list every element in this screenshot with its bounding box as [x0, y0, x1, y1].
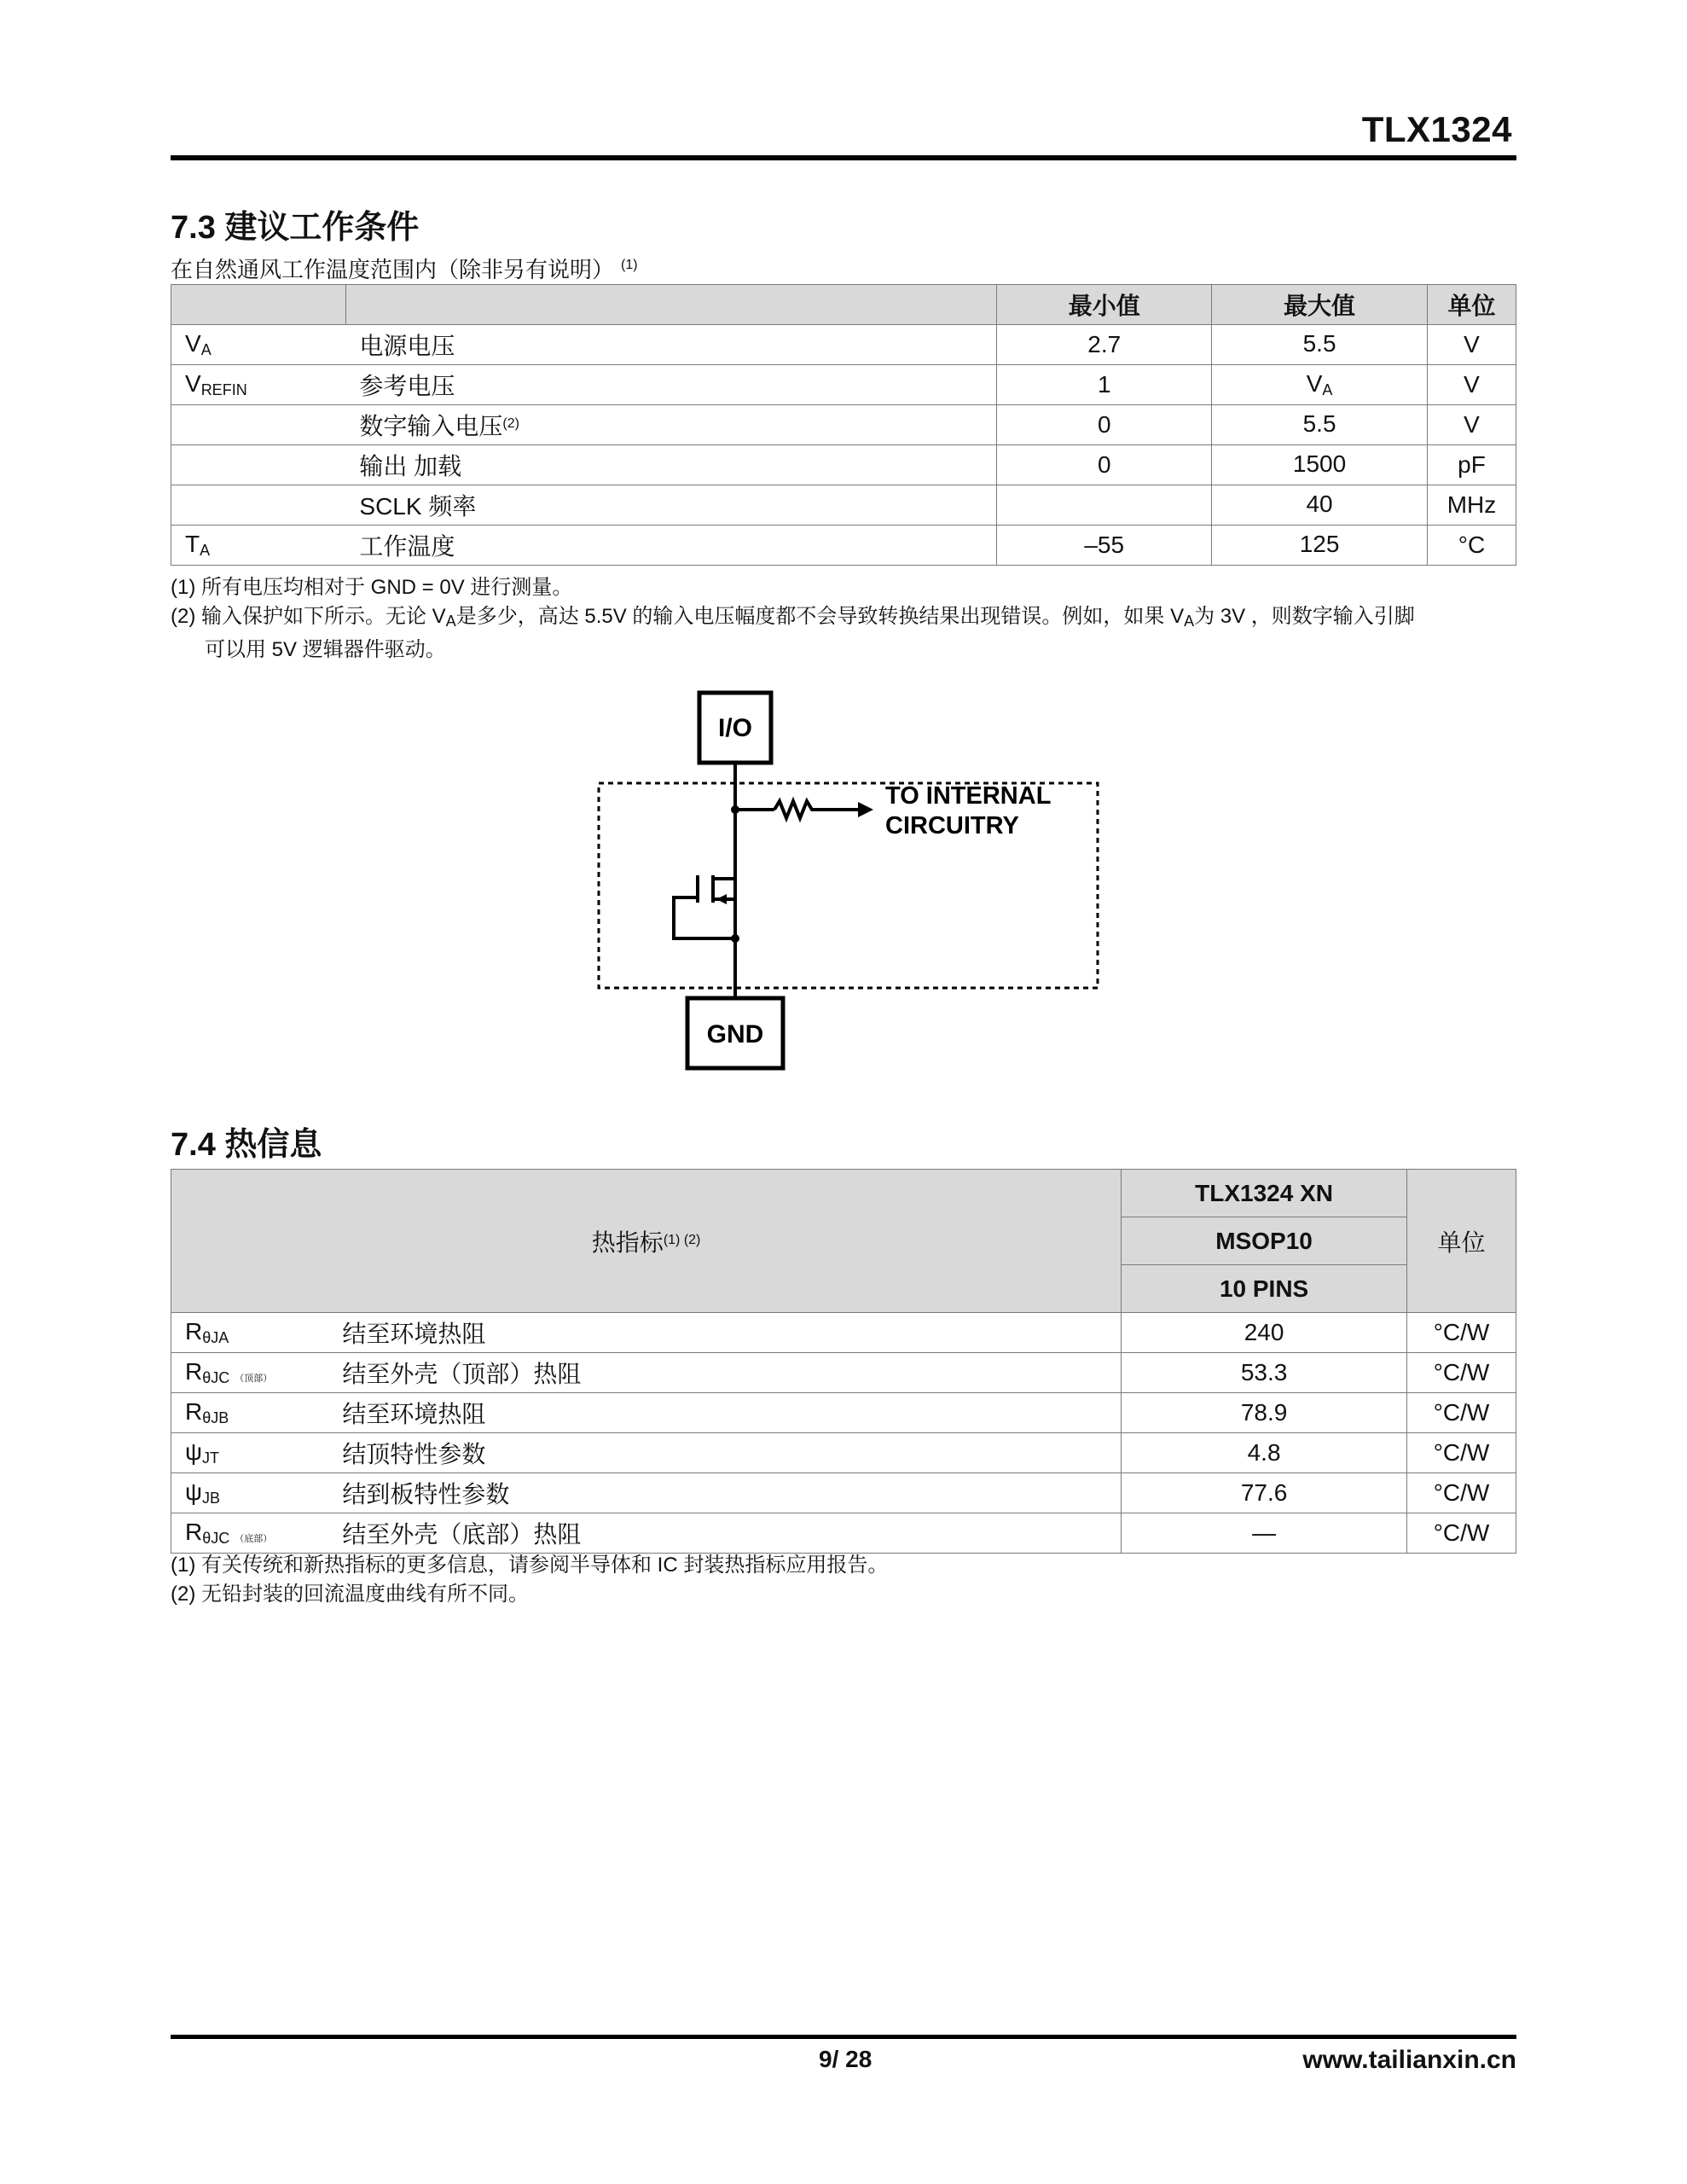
unit-cell: °C/W [1407, 1393, 1516, 1433]
unit-cell: MHz [1427, 485, 1516, 526]
header-rule [171, 155, 1516, 160]
symbol-cell: $V_{REFIN}$ [171, 365, 346, 405]
table-row [171, 445, 1516, 485]
input-protection-diagram [588, 674, 1117, 1092]
symbol-cell [171, 445, 346, 485]
table-row [171, 1313, 1516, 1353]
resistor [774, 801, 826, 818]
subtitle-text: 在自然通风工作温度范围内（除非另有说明） [171, 257, 615, 282]
footer-rule [171, 2035, 1516, 2039]
unit-cell: V [1427, 405, 1516, 445]
max-cell: 125 [1212, 526, 1428, 566]
parameter-cell: 工作温度 [345, 526, 996, 566]
table-row [171, 485, 1516, 526]
note-2: (2) 无铅封装的回流温度曲线有所不同。 [171, 1583, 529, 1606]
internal-boundary [599, 783, 1098, 988]
unit-cell: °C [1427, 526, 1516, 566]
parameter-cell: 结顶特性参数 [328, 1433, 1121, 1473]
table-row [171, 325, 1516, 365]
unit-cell: °C/W [1407, 1353, 1516, 1393]
table-row [171, 526, 1516, 566]
min-cell: 0 [997, 445, 1212, 485]
parameter-cell: 结到板特性参数 [328, 1473, 1121, 1513]
header-min: 最小值 [997, 285, 1212, 325]
internal-label-1: TO INTERNAL [885, 782, 1052, 810]
symbol-cell: $\psi_{JT}$ [171, 1433, 329, 1473]
unit-cell: °C/W [1407, 1473, 1516, 1513]
note-1: (1) 有关传统和新热指标的更多信息，请参阅半导体和 IC 封装热指标应用报告。 [171, 1554, 889, 1577]
header-blank-2 [345, 285, 996, 325]
header-blank [171, 285, 346, 325]
min-cell: 2.7 [997, 325, 1212, 365]
header-device: TLX1324 XN [1122, 1170, 1407, 1217]
table-row [171, 365, 1516, 405]
min-cell: –55 [997, 526, 1212, 566]
symbol-cell [171, 405, 346, 445]
subtitle-note-ref: (1) [621, 258, 638, 273]
parameter-cell: SCLK 频率 [345, 485, 996, 526]
table-row [171, 1353, 1516, 1393]
symbol-cell: $T_A$ [171, 526, 346, 566]
junction-bottom [731, 934, 739, 943]
header-package: MSOP10 [1122, 1217, 1407, 1265]
page-number: 9/ 28 [819, 2046, 872, 2072]
symbol-cell: $R_{\theta JB}$ [171, 1393, 329, 1433]
value-cell: 77.6 [1122, 1473, 1407, 1513]
value-cell: 78.9 [1122, 1393, 1407, 1433]
section-7-3-notes [171, 573, 1518, 665]
recommended-conditions-table [171, 284, 1516, 566]
website: www.tailianxin.cn [1302, 2046, 1516, 2074]
max-cell: $V_A$ [1212, 365, 1428, 405]
max-cell: 40 [1212, 485, 1428, 526]
section-7-3-title: 7.3 建议工作条件 [171, 210, 420, 246]
arrow-head [858, 802, 873, 817]
note-2-line-2: 可以用 5V 逻辑器件驱动。 [205, 638, 446, 661]
table-row [171, 1513, 1516, 1554]
table-row [171, 1393, 1516, 1433]
min-cell [997, 485, 1212, 526]
header-title: TLX1324 [1361, 109, 1512, 149]
internal-label-2: CIRCUITRY [885, 812, 1019, 839]
symbol-cell: $\psi_{JB}$ [171, 1473, 329, 1513]
gnd-label: GND [706, 1020, 764, 1048]
table-header-row [171, 285, 1516, 325]
header-metric: 热指标$^{(1) (2)}$ [171, 1170, 1122, 1313]
symbol-cell: $R_{\theta JC}$ （底部） [171, 1513, 329, 1554]
unit-cell: °C/W [1407, 1313, 1516, 1353]
unit-cell: °C/W [1407, 1433, 1516, 1473]
parameter-cell: 输出 加载 [345, 445, 996, 485]
table-row [171, 1433, 1516, 1473]
header-pins: 10 PINS [1122, 1265, 1407, 1313]
section-7-3-subtitle [171, 253, 638, 284]
thermal-header-row-1 [171, 1170, 1516, 1217]
header-unit: 单位 [1427, 285, 1516, 325]
parameter-cell: 结至外壳（顶部）热阻 [328, 1353, 1121, 1393]
min-cell: 1 [997, 365, 1212, 405]
parameter-cell: 电源电压 [345, 325, 996, 365]
value-cell: 53.3 [1122, 1353, 1407, 1393]
table-row [171, 1473, 1516, 1513]
unit-cell: °C/W [1407, 1513, 1516, 1554]
value-cell: 240 [1122, 1313, 1407, 1353]
unit-cell: V [1427, 325, 1516, 365]
symbol-cell: $R_{\theta JC}$ （顶部） [171, 1353, 329, 1393]
unit-cell: pF [1427, 445, 1516, 485]
parameter-cell: 结至外壳（底部）热阻 [328, 1513, 1121, 1554]
header-unit: 单位 [1407, 1170, 1516, 1313]
symbol-cell: $R_{\theta JA}$ [171, 1313, 329, 1353]
note-1: (1) 所有电压均相对于 GND = 0V 进行测量。 [171, 576, 573, 599]
parameter-cell: 数字输入电压$^{(2)}$ [345, 405, 996, 445]
parameter-cell: 结至环境热阻 [328, 1313, 1121, 1353]
max-cell: 5.5 [1212, 405, 1428, 445]
parameter-cell: 结至环境热阻 [328, 1393, 1121, 1433]
unit-cell: V [1427, 365, 1516, 405]
value-cell: — [1122, 1513, 1407, 1554]
mosfet-arrow [716, 894, 727, 904]
value-cell: 4.8 [1122, 1433, 1407, 1473]
header-max: 最大值 [1212, 285, 1428, 325]
io-label: I/O [717, 714, 753, 742]
section-7-4-notes [171, 1551, 1518, 1609]
min-cell: 0 [997, 405, 1212, 445]
thermal-info-table [171, 1169, 1516, 1554]
max-cell: 5.5 [1212, 325, 1428, 365]
parameter-cell: 参考电压 [345, 365, 996, 405]
symbol-cell: $V_A$ [171, 325, 346, 365]
symbol-cell [171, 485, 346, 526]
max-cell: 1500 [1212, 445, 1428, 485]
section-7-4-title: 7.4 热信息 [171, 1127, 322, 1163]
note-2: (2) 输入保护如下所示。无论 $V_A$是多少，高达 5.5V 的输入电压幅度都不会导致转换结果出现错误。例如，如果 $V_A$为 3V ，则数字输入引脚 [171, 605, 1415, 630]
table-row [171, 405, 1516, 445]
